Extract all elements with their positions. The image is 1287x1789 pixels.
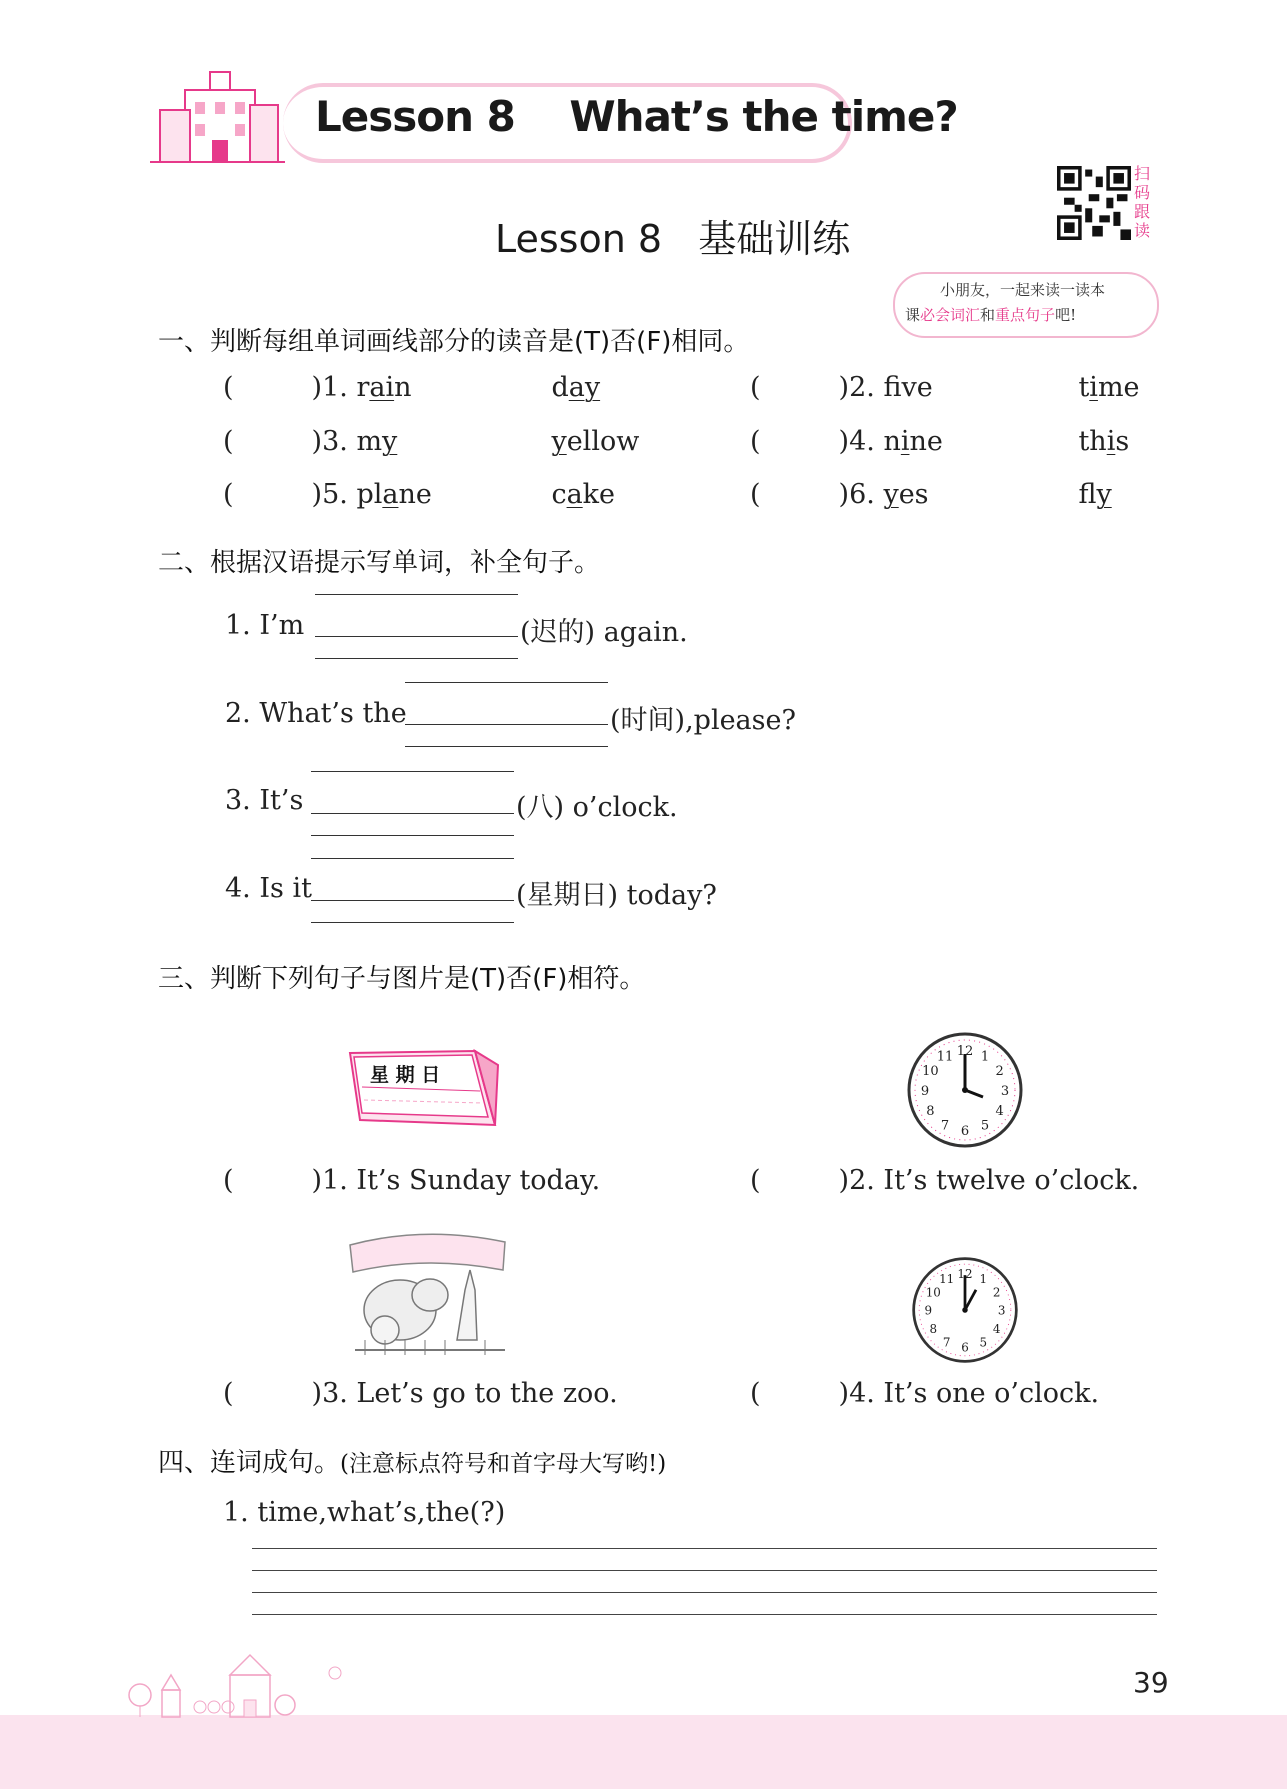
clock-number: 12 — [957, 1266, 973, 1281]
clock-number: 10 — [925, 1285, 941, 1300]
item-number: )3. — [311, 426, 357, 457]
footer-town-decoration-icon — [120, 1645, 380, 1720]
s4-answer-line[interactable] — [252, 1592, 1157, 1593]
clock-number: 3 — [1000, 1084, 1010, 1099]
clock-number: 7 — [940, 1118, 950, 1134]
s4-writing-line — [252, 1570, 1157, 1571]
answer-paren[interactable]: ( — [223, 1165, 234, 1196]
s2-item3-guide-top — [311, 771, 514, 772]
clock-number: 6 — [961, 1340, 969, 1355]
clock-number: 9 — [924, 1303, 933, 1318]
s2-item3-guide-bottom — [311, 835, 514, 836]
word-1: nine — [883, 426, 943, 457]
word-2: day — [551, 372, 601, 403]
word-1: rain — [356, 372, 412, 403]
item-number: )1. — [311, 372, 357, 403]
s2-item4-answer-line[interactable] — [311, 900, 514, 901]
answer-paren[interactable]: ( — [750, 1165, 761, 1196]
s2-item2-guide-bottom — [405, 746, 608, 747]
s2-item3-prefix: 3. It’s — [225, 785, 304, 816]
item-number: )2. — [838, 372, 884, 403]
clock-number: 8 — [929, 1321, 938, 1336]
s4-writing-line — [252, 1548, 1157, 1549]
s2-item1-answer-line[interactable] — [315, 636, 518, 637]
s3-item2: ( )2. It’s twelve o’clock. — [750, 1165, 1140, 1196]
answer-paren[interactable]: ( — [750, 1378, 761, 1409]
clock-number: 4 — [992, 1321, 1001, 1336]
clock-number: 12 — [956, 1044, 974, 1059]
s2-item4-suffix: (星期日) today? — [516, 880, 717, 911]
s2-item3-suffix: (八) o’clock. — [516, 792, 678, 823]
word-2: yellow — [551, 426, 640, 457]
clock-number: 9 — [920, 1084, 930, 1099]
s2-item4-prefix: 4. Is it — [225, 873, 312, 904]
clock-number: 10 — [922, 1064, 939, 1079]
lesson-title: Lesson 8 What’s the time? — [315, 92, 958, 141]
school-building-icon — [150, 60, 285, 170]
s3-item3: ( )3. Let’s go to the zoo. — [223, 1378, 618, 1409]
answer-paren[interactable]: ( — [750, 479, 761, 510]
s2-item3-answer-line[interactable] — [311, 813, 514, 814]
bubble-text-line1: 小朋友，一起来读一读本 — [940, 281, 1106, 299]
page-number: 39 — [1133, 1666, 1169, 1699]
clock-one-oclock-icon — [910, 1255, 1020, 1365]
s2-item1-guide-top — [315, 594, 518, 595]
s2-item4-guide-bottom — [311, 922, 514, 923]
item-number: )6. — [838, 479, 884, 510]
clock-number: 2 — [992, 1285, 1001, 1300]
clock-number: 2 — [995, 1064, 1004, 1079]
clock-number: 3 — [997, 1303, 1006, 1318]
clock-twelve-oclock-icon — [905, 1030, 1025, 1150]
clock-number: 5 — [980, 1118, 990, 1134]
desk-calendar-icon — [340, 1045, 500, 1135]
word-1: my — [356, 426, 398, 457]
s2-item1-suffix: (迟的) again. — [520, 617, 688, 648]
item-number: )5. — [311, 479, 357, 510]
clock-number: 1 — [980, 1049, 990, 1065]
word-1: plane — [356, 479, 432, 510]
s3-item1: ( )1. It’s Sunday today. — [223, 1165, 601, 1196]
qr-code-icon[interactable] — [1057, 166, 1131, 240]
answer-paren[interactable]: ( — [223, 372, 234, 403]
section2-title: 二、根据汉语提示写单词，补全句子。 — [158, 548, 601, 578]
clock-number: 4 — [995, 1104, 1004, 1119]
clock-number: 8 — [926, 1104, 935, 1119]
clock-number: 6 — [960, 1124, 970, 1139]
s4-item1: 1. time,what’s,the(?) — [223, 1497, 506, 1528]
scan-to-read-label: 扫码跟读 — [1134, 164, 1151, 240]
section3-title: 三、判断下列句子与图片是(T)否(F)相符。 — [158, 964, 646, 994]
s3-item4: ( )4. It’s one o’clock. — [750, 1378, 1100, 1409]
clock-number: 5 — [979, 1335, 988, 1350]
s2-item2-guide-top — [405, 682, 608, 683]
word-2: cake — [551, 479, 616, 510]
s2-item1-prefix: 1. I’m — [225, 610, 305, 641]
s2-item4-guide-top — [311, 858, 514, 859]
s2-item2-answer-line[interactable] — [405, 724, 608, 725]
section4-title: 四、连词成句。(注意标点符号和首字母大写哟!) — [158, 1448, 667, 1478]
answer-paren[interactable]: ( — [223, 426, 234, 457]
s1-item — [750, 372, 1140, 403]
answer-paren[interactable]: ( — [750, 372, 761, 403]
calendar-label: 星 期 日 — [370, 1064, 441, 1086]
word-2: this — [1078, 426, 1130, 457]
s1-item — [750, 426, 1129, 457]
s1-item — [750, 479, 1112, 510]
section1-title: 一、判断每组单词画线部分的读音是(T)否(F)相同。 — [158, 327, 750, 357]
clock-number: 11 — [939, 1271, 955, 1286]
bubble-text-line2: 课必会词汇和重点句子吧! — [905, 306, 1077, 324]
word-1: yes — [883, 479, 929, 510]
item-number: )4. — [838, 426, 884, 457]
page-subtitle: Lesson 8 基础训练 — [495, 217, 851, 261]
answer-paren[interactable]: ( — [750, 426, 761, 457]
s2-item2-prefix: 2. What’s the — [225, 698, 407, 729]
s2-item2-suffix: (时间),please? — [610, 705, 796, 736]
s1-item — [223, 426, 639, 457]
s2-item1-guide-bottom — [315, 658, 518, 659]
answer-paren[interactable]: ( — [223, 1378, 234, 1409]
footer-band — [0, 1715, 1287, 1789]
s1-item — [223, 479, 615, 510]
word-2: fly — [1078, 479, 1112, 510]
zoo-animals-icon — [345, 1230, 510, 1360]
s4-writing-line — [252, 1614, 1157, 1615]
clock-number: 1 — [979, 1271, 988, 1286]
word-1: fve — [883, 372, 933, 403]
clock-number: 11 — [936, 1049, 954, 1065]
s1-item — [223, 372, 600, 403]
answer-paren[interactable]: ( — [223, 479, 234, 510]
clock-number: 7 — [942, 1335, 951, 1350]
word-2: time — [1078, 372, 1140, 403]
